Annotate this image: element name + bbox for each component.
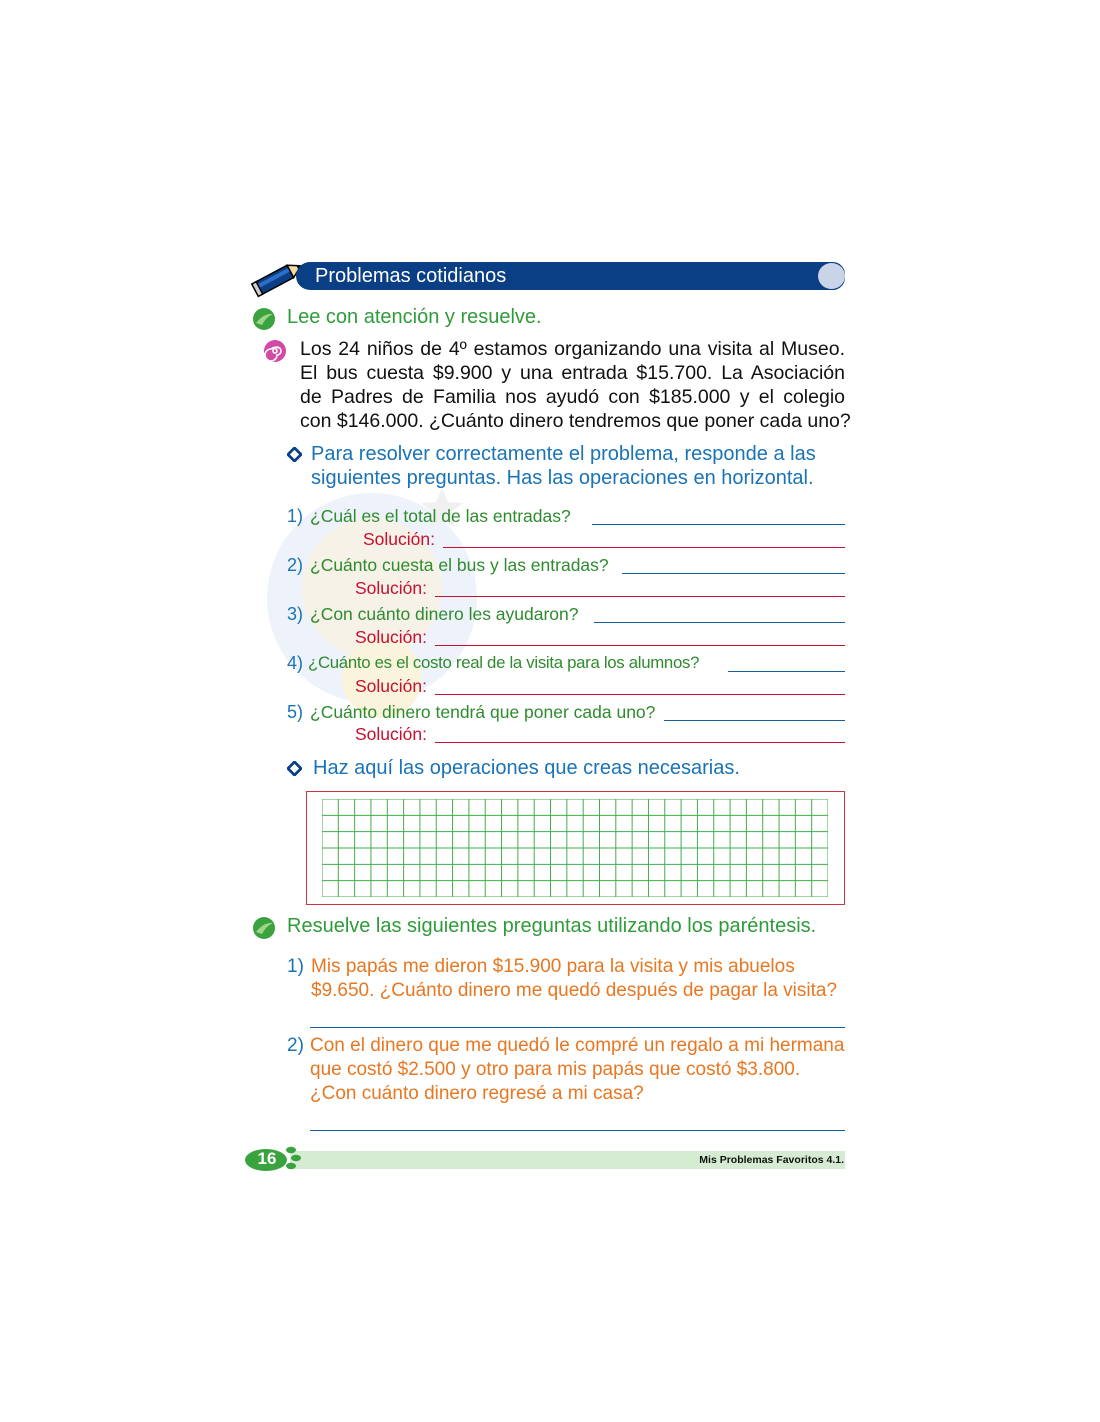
solution-label: Solución: (355, 724, 427, 744)
question-text-line: que costó $2.500 y otro para mis papás que costó $3.800. (310, 1059, 801, 1080)
question-number: 3) (287, 604, 304, 624)
answer-line[interactable] (728, 671, 845, 672)
question-number: 1) (287, 506, 304, 526)
instruction-line: siguientes preguntas. Has las operaciones en horizontal. (311, 467, 814, 489)
problem-text-line: con $146.000. ¿Cuánto dinero tendremos que poner cada uno? (300, 410, 851, 432)
operations-grid[interactable] (322, 799, 828, 897)
problem-text-line: Los 24 niños de 4º estamos organizando una visita al Museo. (300, 338, 845, 360)
answer-line[interactable] (664, 720, 845, 721)
diamond-icon (287, 447, 302, 462)
question-text-line: Con el dinero que me quedó le compré un regalo a mi hermana (310, 1035, 845, 1056)
diamond-icon (287, 761, 302, 776)
question-number: 2) (287, 555, 304, 575)
operations-grid-box[interactable] (306, 791, 845, 905)
question-text: ¿Cuánto es el costo real de la visita para los alumnos? (308, 653, 700, 672)
problem-text-line: El bus cuesta $9.900 y una entrada $15.700. La Asociación (300, 362, 845, 384)
answer-line[interactable] (594, 622, 845, 623)
question-number: 1) (287, 956, 304, 977)
question-text: ¿Cuál es el total de las entradas? (310, 506, 571, 526)
spiral-icon (263, 339, 287, 363)
question-text-line: ¿Con cuánto dinero regresé a mi casa? (310, 1083, 644, 1104)
answer-line[interactable] (592, 524, 845, 525)
page-number: 16 (257, 1149, 277, 1168)
book-title: Mis Problemas Favoritos 4.1. (699, 1154, 844, 1166)
operations-prompt: Haz aquí las operaciones que creas necesarias. (313, 757, 740, 779)
answer-line[interactable] (622, 573, 845, 574)
question-number: 5) (287, 702, 304, 722)
answer-line[interactable] (310, 1027, 845, 1028)
solution-line[interactable] (435, 694, 845, 695)
question-text: ¿Con cuánto dinero les ayudaron? (310, 604, 579, 624)
question-text: ¿Cuánto dinero tendrá que poner cada uno? (310, 702, 656, 722)
question-number: 2) (287, 1035, 304, 1056)
solution-line[interactable] (443, 547, 845, 548)
question-text: ¿Cuánto cuesta el bus y las entradas? (310, 555, 609, 575)
answer-line[interactable] (310, 1130, 845, 1131)
solution-label: Solución: (355, 676, 427, 696)
green-bullet-icon (252, 307, 276, 331)
solution-line[interactable] (435, 742, 845, 743)
section2-title: Resuelve las siguientes preguntas utilizando los paréntesis. (287, 915, 817, 937)
green-bullet-icon (252, 916, 276, 940)
solution-line[interactable] (435, 596, 845, 597)
instruction-line: Para resolver correctamente el problema, responde a las (311, 443, 816, 465)
question-text-line: Mis papás me dieron $15.900 para la visita y mis abuelos (311, 956, 795, 977)
problem-text-line: de Padres de Familia nos ayudó con $185.000 y el colegio (300, 386, 845, 408)
section1-title: Lee con atención y resuelve. (287, 306, 542, 328)
solution-label: Solución: (355, 627, 427, 647)
solution-label: Solución: (363, 529, 435, 549)
solution-label: Solución: (355, 578, 427, 598)
question-number: 4) (287, 653, 304, 673)
question-text-line: $9.650. ¿Cuánto dinero me quedó después de pagar la visita? (311, 980, 838, 1001)
header-band-end (818, 263, 845, 289)
page-title: Problemas cotidianos (315, 265, 507, 287)
solution-line[interactable] (435, 645, 845, 646)
